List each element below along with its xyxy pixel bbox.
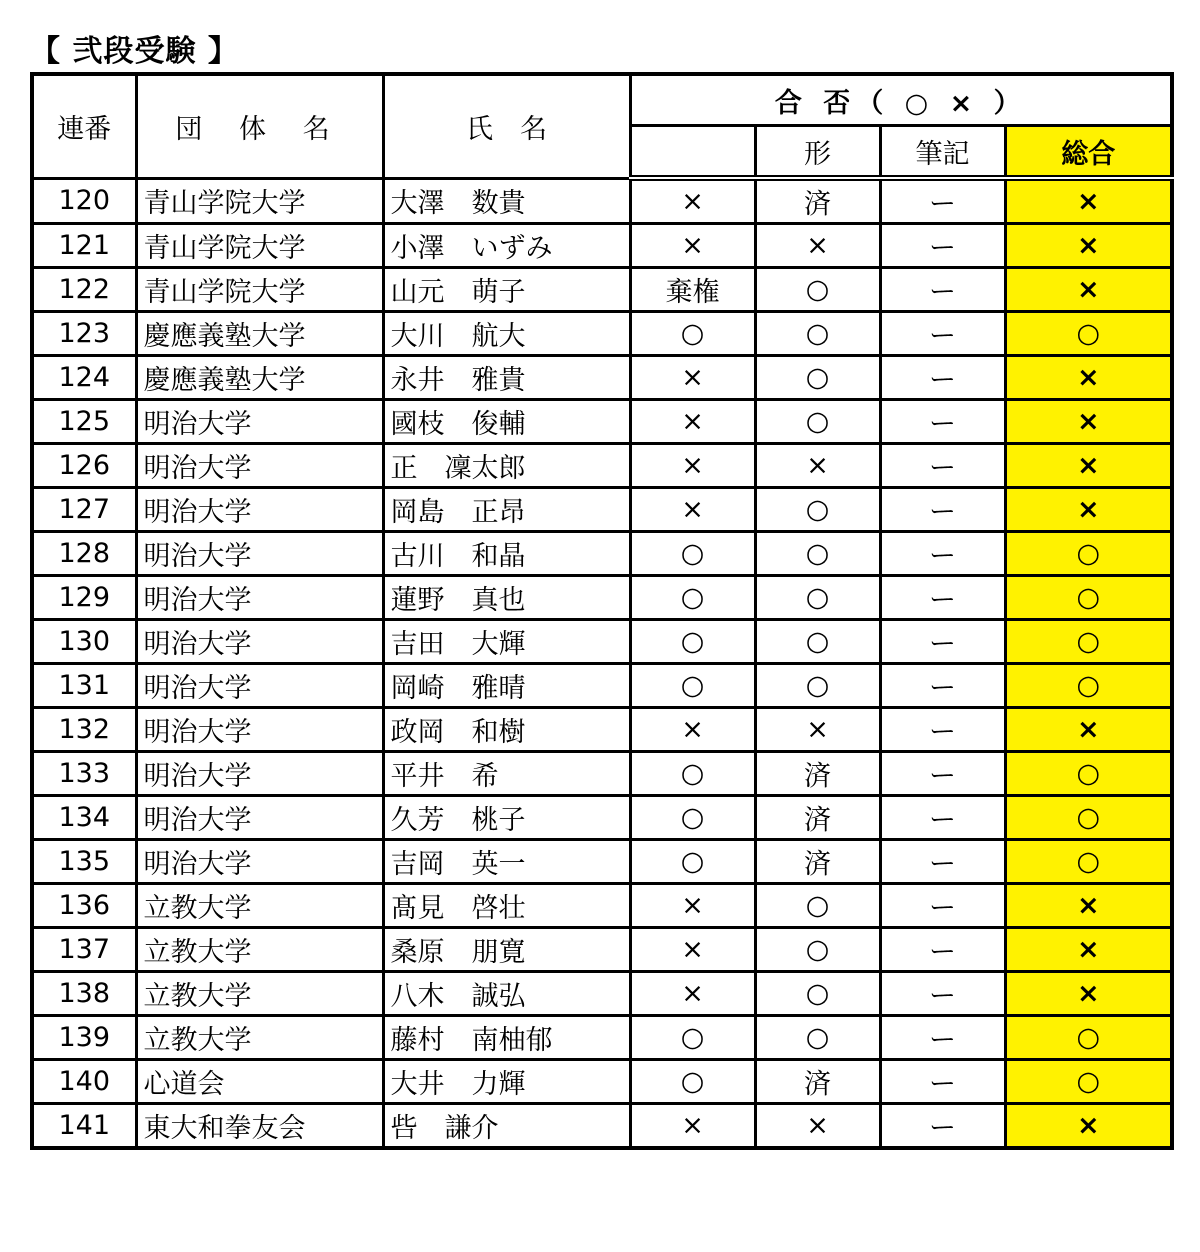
header-pass: 合 否（ ○ × ） (630, 74, 1172, 126)
cell-result-1: ○ (630, 796, 755, 840)
cell-written: ー (880, 884, 1005, 928)
cell-name: 山元 萌子 (383, 268, 630, 312)
cell-name: 平井 希 (383, 752, 630, 796)
header-serial: 連番 (32, 74, 136, 178)
cell-serial: 131 (32, 664, 136, 708)
cell-serial: 135 (32, 840, 136, 884)
cell-form: ○ (755, 400, 880, 444)
table-row (32, 928, 1172, 972)
header-total: 総合 (1005, 126, 1172, 179)
table-row (32, 532, 1172, 576)
cell-serial: 121 (32, 224, 136, 268)
cell-form: 済 (755, 840, 880, 884)
cell-result-1: ○ (630, 664, 755, 708)
cell-group: 東大和拳友会 (136, 1104, 383, 1149)
cell-serial: 125 (32, 400, 136, 444)
table-row (32, 840, 1172, 884)
cell-result-1: × (630, 972, 755, 1016)
cell-form: 済 (755, 178, 880, 224)
cell-total: ○ (1005, 576, 1172, 620)
cell-written: ー (880, 268, 1005, 312)
cell-written: ー (880, 708, 1005, 752)
cell-name: 大澤 数貴 (383, 178, 630, 224)
cell-total: × (1005, 1104, 1172, 1149)
cell-total: × (1005, 972, 1172, 1016)
cell-name: 桑原 朋寛 (383, 928, 630, 972)
cell-total: ○ (1005, 840, 1172, 884)
cell-form: ○ (755, 884, 880, 928)
header-row-1 (32, 74, 1172, 126)
cell-result-1: × (630, 178, 755, 224)
cell-serial: 141 (32, 1104, 136, 1149)
cell-form: ○ (755, 356, 880, 400)
cell-written: ー (880, 178, 1005, 224)
cell-written: ー (880, 840, 1005, 884)
cell-group: 明治大学 (136, 708, 383, 752)
cell-name: 永井 雅貴 (383, 356, 630, 400)
cell-group: 立教大学 (136, 1016, 383, 1060)
header-written: 筆記 (880, 126, 1005, 179)
cell-result-1: ○ (630, 312, 755, 356)
table-row (32, 664, 1172, 708)
cell-name: 吉岡 英一 (383, 840, 630, 884)
cell-result-1: ○ (630, 576, 755, 620)
cell-form: ○ (755, 576, 880, 620)
cell-result-1: × (630, 488, 755, 532)
cell-name: 大井 力輝 (383, 1060, 630, 1104)
cell-form: × (755, 1104, 880, 1149)
cell-group: 明治大学 (136, 400, 383, 444)
cell-name: 國枝 俊輔 (383, 400, 630, 444)
cell-serial: 140 (32, 1060, 136, 1104)
cell-group: 立教大学 (136, 928, 383, 972)
cell-group: 明治大学 (136, 488, 383, 532)
cell-written: ー (880, 312, 1005, 356)
cell-form: 済 (755, 796, 880, 840)
cell-name: 吉田 大輝 (383, 620, 630, 664)
table-row (32, 708, 1172, 752)
cell-name: 藤村 南柚郁 (383, 1016, 630, 1060)
cell-form: 済 (755, 1060, 880, 1104)
table-row (32, 178, 1172, 224)
results-table (30, 72, 1174, 1150)
cell-total: ○ (1005, 752, 1172, 796)
cell-serial: 127 (32, 488, 136, 532)
cell-group: 青山学院大学 (136, 268, 383, 312)
cell-total: × (1005, 178, 1172, 224)
cell-group: 立教大学 (136, 884, 383, 928)
cell-written: ー (880, 1016, 1005, 1060)
cell-form: ○ (755, 532, 880, 576)
cell-name: 小澤 いずみ (383, 224, 630, 268)
cell-group: 青山学院大学 (136, 224, 383, 268)
cell-group: 明治大学 (136, 840, 383, 884)
header-group: 団 体 名 (136, 74, 383, 178)
cell-written: ー (880, 1060, 1005, 1104)
cell-name: 岡崎 雅晴 (383, 664, 630, 708)
table-row (32, 1060, 1172, 1104)
cell-name: 髙見 啓壮 (383, 884, 630, 928)
cell-written: ー (880, 400, 1005, 444)
cell-written: ー (880, 928, 1005, 972)
cell-group: 明治大学 (136, 796, 383, 840)
table-row (32, 444, 1172, 488)
cell-group: 明治大学 (136, 576, 383, 620)
table-row (32, 972, 1172, 1016)
cell-result-1: 棄権 (630, 268, 755, 312)
cell-form: × (755, 444, 880, 488)
cell-total: ○ (1005, 1016, 1172, 1060)
table-row (32, 752, 1172, 796)
cell-result-1: × (630, 400, 755, 444)
cell-written: ー (880, 488, 1005, 532)
header-blank (630, 126, 755, 179)
cell-result-1: ○ (630, 840, 755, 884)
cell-written: ー (880, 444, 1005, 488)
cell-written: ー (880, 796, 1005, 840)
cell-written: ー (880, 664, 1005, 708)
cell-group: 明治大学 (136, 620, 383, 664)
cell-total: ○ (1005, 532, 1172, 576)
cell-serial: 123 (32, 312, 136, 356)
cell-name: 八木 誠弘 (383, 972, 630, 1016)
cell-result-1: ○ (630, 1016, 755, 1060)
table-row (32, 268, 1172, 312)
cell-form: 済 (755, 752, 880, 796)
cell-name: 正 凜太郎 (383, 444, 630, 488)
table-row (32, 1016, 1172, 1060)
table-row (32, 400, 1172, 444)
cell-form: ○ (755, 620, 880, 664)
cell-form: ○ (755, 972, 880, 1016)
cell-total: × (1005, 356, 1172, 400)
cell-group: 立教大学 (136, 972, 383, 1016)
cell-name: 大川 航大 (383, 312, 630, 356)
cell-group: 慶應義塾大学 (136, 356, 383, 400)
cell-result-1: ○ (630, 532, 755, 576)
table-row (32, 796, 1172, 840)
cell-total: × (1005, 444, 1172, 488)
cell-result-1: ○ (630, 620, 755, 664)
cell-name: 古川 和晶 (383, 532, 630, 576)
cell-serial: 122 (32, 268, 136, 312)
cell-total: × (1005, 708, 1172, 752)
table-row (32, 576, 1172, 620)
cell-form: × (755, 708, 880, 752)
table-row (32, 224, 1172, 268)
cell-result-1: × (630, 884, 755, 928)
cell-written: ー (880, 620, 1005, 664)
cell-result-1: × (630, 708, 755, 752)
cell-written: ー (880, 576, 1005, 620)
table-row (32, 1104, 1172, 1149)
cell-group: 明治大学 (136, 532, 383, 576)
table-row (32, 488, 1172, 532)
cell-result-1: × (630, 224, 755, 268)
cell-serial: 134 (32, 796, 136, 840)
cell-form: × (755, 224, 880, 268)
cell-group: 青山学院大学 (136, 178, 383, 224)
cell-result-1: × (630, 444, 755, 488)
cell-total: ○ (1005, 312, 1172, 356)
cell-group: 明治大学 (136, 664, 383, 708)
cell-serial: 126 (32, 444, 136, 488)
cell-serial: 133 (32, 752, 136, 796)
cell-result-1: × (630, 356, 755, 400)
cell-name: 政岡 和樹 (383, 708, 630, 752)
cell-total: ○ (1005, 796, 1172, 840)
cell-written: ー (880, 532, 1005, 576)
cell-result-1: ○ (630, 752, 755, 796)
cell-result-1: × (630, 928, 755, 972)
cell-total: × (1005, 224, 1172, 268)
header-name: 氏 名 (383, 74, 630, 178)
cell-total: × (1005, 928, 1172, 972)
table-row (32, 620, 1172, 664)
cell-result-1: × (630, 1104, 755, 1149)
cell-group: 明治大学 (136, 444, 383, 488)
cell-group: 心道会 (136, 1060, 383, 1104)
cell-total: ○ (1005, 620, 1172, 664)
cell-total: × (1005, 488, 1172, 532)
cell-name: 蓮野 真也 (383, 576, 630, 620)
cell-form: ○ (755, 488, 880, 532)
cell-serial: 120 (32, 178, 136, 224)
cell-serial: 130 (32, 620, 136, 664)
cell-total: ○ (1005, 1060, 1172, 1104)
cell-form: ○ (755, 928, 880, 972)
cell-total: × (1005, 268, 1172, 312)
cell-serial: 137 (32, 928, 136, 972)
cell-serial: 136 (32, 884, 136, 928)
cell-name: 久芳 桃子 (383, 796, 630, 840)
cell-group: 明治大学 (136, 752, 383, 796)
table-row (32, 312, 1172, 356)
cell-form: ○ (755, 664, 880, 708)
cell-written: ー (880, 752, 1005, 796)
cell-result-1: ○ (630, 1060, 755, 1104)
cell-written: ー (880, 1104, 1005, 1149)
table-row (32, 884, 1172, 928)
cell-form: ○ (755, 312, 880, 356)
header-form: 形 (755, 126, 880, 179)
cell-total: × (1005, 400, 1172, 444)
cell-serial: 139 (32, 1016, 136, 1060)
cell-group: 慶應義塾大学 (136, 312, 383, 356)
cell-written: ー (880, 972, 1005, 1016)
cell-name: 岡島 正昂 (383, 488, 630, 532)
cell-serial: 138 (32, 972, 136, 1016)
cell-total: × (1005, 884, 1172, 928)
cell-total: ○ (1005, 664, 1172, 708)
cell-serial: 124 (32, 356, 136, 400)
cell-serial: 128 (32, 532, 136, 576)
cell-written: ー (880, 356, 1005, 400)
cell-serial: 129 (32, 576, 136, 620)
cell-name: 呰 謙介 (383, 1104, 630, 1149)
page-title: 【 弐段受験 】 (30, 34, 239, 69)
cell-form: ○ (755, 268, 880, 312)
cell-serial: 132 (32, 708, 136, 752)
table-row (32, 356, 1172, 400)
cell-form: ○ (755, 1016, 880, 1060)
cell-written: ー (880, 224, 1005, 268)
